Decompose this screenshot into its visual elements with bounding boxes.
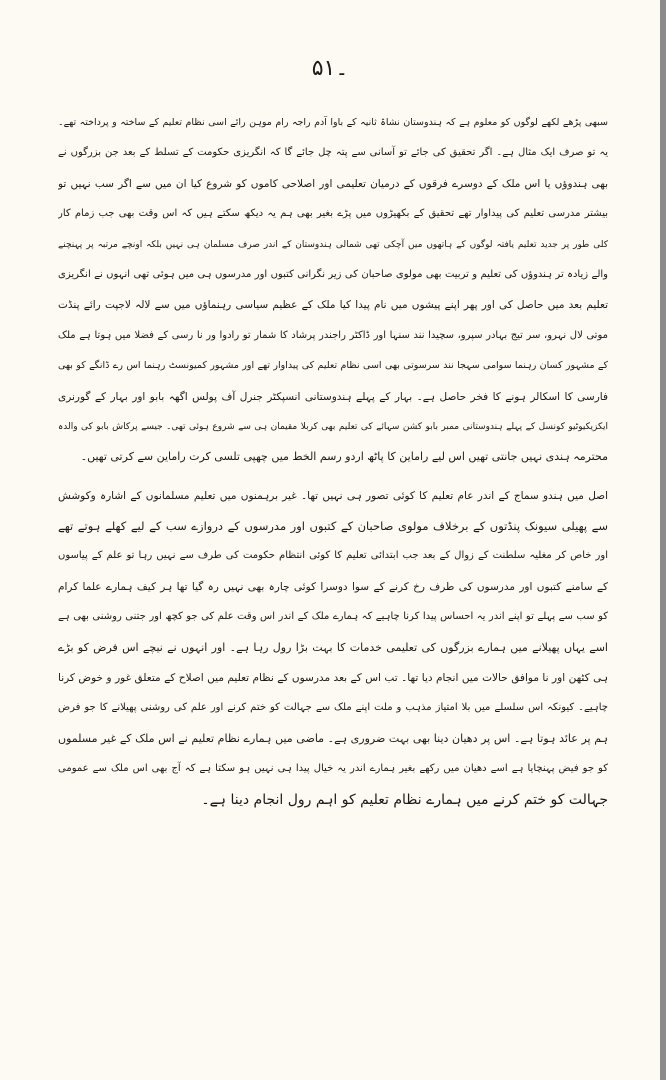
text-line: اسے یہاں پھیلانے میں ہمارے بزرگوں کی تعلیمی خدمات کا بہت بڑا رول رہا ہے۔ اور انہوں نے نیچے اس فرض کو بڑے (58, 640, 608, 654)
text-line: موتی لال نہرو، سر تیج بہادر سپرو، سچیدا نند سنہا اور ڈاکٹر راجندر پرشاد کا شمار تو رادوا ور نا رسی کے فضلا میں ہوتا ہے ملک (58, 329, 608, 341)
text-line: اصل میں ہندو سماج کے اندر عام تعلیم کا کوئی تصور ہی نہیں تھا۔ غیر برہمنوں میں تعلیم مسلمانوں کے اشارہ وکوشش (58, 489, 608, 502)
text-line: محترمہ ہندی نہیں جانتی تھیں اس لیے راماین کا پاٹھ اردو رسم الخط میں چھپی تلسی کرت راماین سے کرتی تھیں۔ (80, 450, 608, 464)
page-number: ۵۱۔ (311, 56, 349, 81)
text-line: کے مشہور کسان رہنما سوامی سہجا نند سرسوتی بھی اسی نظام تعلیم کی پیداوار تھے اور مشہور کمیونسٹ رہنما اس رے ڈانگے کو بھی (58, 360, 608, 372)
text-line: بھی ہندوؤں یا اس ملک کے دوسرے فرقوں کے درمیان تعلیمی اور اصلاحی کاموں کو شروع کیا ان میں سے اگر سب نہیں تو (58, 177, 608, 190)
text-line: تعلیم بعد میں حاصل کی اور پھر اپنے پیشوں میں نام پیدا کیا ملک کے عظیم سیاسی رہنماؤں میں سے لالہ لاجپت رائے پنڈت (58, 299, 608, 312)
text-line: سبھی پڑھے لکھے لوگوں کو معلوم ہے کہ ہندوستان نشاۃ ثانیہ کے باوا آدم راجہ رام موہن رائے اسی نظام تعلیم کے ساختہ و پرداختہ تھے۔ (58, 117, 608, 128)
text-line: بیشتر مدرسی تعلیم کی پیداوار تھے تحقیق کے بکھیڑوں میں پڑے بغیر بھی ہم یہ دیکھ سکتے ہیں کہ اس وقت بھی جب زمام کار (58, 208, 608, 220)
text-line: کے سامنے کتبوں اور مدرسوں کی طرف رخ کرنے کے سوا دوسرا کوئی چارہ بھی نہیں رہ گیا تھا ہر کیف ہمارے علما کرام (58, 580, 608, 593)
text-line: ایکزیکیوٹیو کونسل کے پہلے ہندوستانی ممبر بابو کشن سہائے کی تعلیم بھی کربلا مقیمان ہی سے شروع ہوئی تھی۔ جیسے پرکاش بابو کی والدہ (58, 421, 608, 432)
text-line: کلی طور پر جدید تعلیم یافتہ لوگوں کے ہاتھوں میں آچکی تھی شمالی ہندوستان کے اندر صرف مسلمان ہی نہیں بلکہ اونچے مرتبہ پر پہنچنے (58, 239, 608, 250)
text-line: سے پھیلی سیونک پنڈتوں کے برخلاف مولوی صاحبان کے کتبوں اور مدرسوں کے دروازے سب کے لیے کھلے ہوتے تھے (58, 519, 608, 534)
text-line: کو سب سے پہلے تو اپنے اندر یہ احساس پیدا کرنا چاہیے کہ ہمارے ملک کے اندر اس وقت علم کی جو کچھ اور جتنی روشنی بھی ہے (58, 611, 608, 623)
text-line: کو جو فیض پہنچایا ہے اسے دھیان میں رکھے بغیر ہمارے اندر یہ خیال پیدا ہی نہیں ہو سکتا ہے کہ آج بھی اس ملک سے عمومی (58, 763, 608, 775)
text-line: والے زیادہ تر ہندوؤں کی تعلیم و تربیت بھی مولوی صاحبان کی زیر نگرانی کتبوں اور مدرسوں ہی میں ہوئی تھی انہوں نے انگریزی (58, 268, 608, 280)
text-line: یہ تو صرف ایک مثال ہے۔ اگر تحقیق کی جائے تو آسانی سے پتہ چل جائے گا کہ انگریزی حکومت کے تسلط کے بعد جن بزرگوں نے (58, 147, 608, 159)
text-line: اور خاص کر مغلیہ سلطنت کے زوال کے بعد جب ابتدائی تعلیم کا کوئی انتظام حکومت کی طرف سے نہیں رہا تو علم کے پیاسوں (58, 550, 608, 562)
text-line: چاہیے۔ کیونکہ اس سلسلے میں بلا امتیاز مذہب و ملت اپنے ملک سے جہالت کو ختم کرنے اور علم کی روشنی پھیلانے کا جو فرض (58, 702, 608, 714)
body-text (58, 108, 608, 815)
text-line: ہم پر عائد ہوتا ہے۔ اس پر دھیان دینا بھی بہت ضروری ہے۔ ماضی میں ہمارے نظام تعلیم نے اس ملک کے غیر مسلموں (58, 731, 608, 745)
text-line: ہی کٹھن اور نا موافق حالات میں انجام دیا تھا۔ تب اس کے بعد مدرسوں کے نظام تعلیم میں اصلاح کے متعلق غور و خوض کرنا (58, 672, 608, 685)
text-line: جہالت کو ختم کرنے میں ہمارے نظام تعلیم کو اہم رول انجام دینا ہے۔ (201, 791, 608, 808)
text-line: فارسی کا اسکالر ہونے کا فخر حاصل ہے۔ بہار کے پہلے ہندوستانی انسپکٹر جنرل آف پولس اگھہ بابو اور بہار کے گورنری (58, 390, 608, 403)
